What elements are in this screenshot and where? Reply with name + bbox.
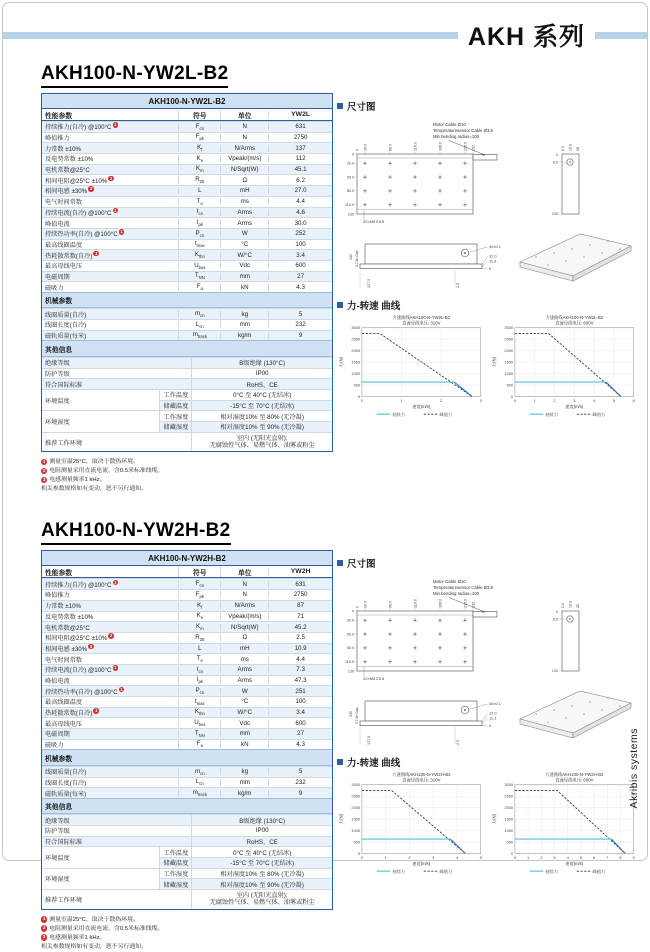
spec-table xyxy=(41,550,333,909)
footnote-marker: 1 xyxy=(114,122,117,128)
section-bullet-icon xyxy=(337,302,343,308)
svg-text:Min.bending radius=100: Min.bending radius=100 xyxy=(433,134,479,139)
sub-row: 工作湿度 相对湿度10% 至 80% (无冷凝) xyxy=(159,869,332,879)
svg-text:3000: 3000 xyxy=(504,782,514,788)
svg-text:0: 0 xyxy=(357,393,361,399)
dimension-section-label: 尺寸图 xyxy=(337,556,643,570)
spec-row: 持续热功率(自冷) @100°C 1 $P_{cn}$ W 251 xyxy=(42,685,332,696)
svg-text:1500: 1500 xyxy=(504,359,514,365)
footnote-notice: 相关参数规格如有变动，恕不另行通知。 xyxy=(41,486,148,493)
footnote-marker: 1 xyxy=(120,229,123,235)
model-section-yw2l xyxy=(41,53,647,494)
svg-text:5: 5 xyxy=(479,855,482,861)
svg-text:1000: 1000 xyxy=(351,370,361,376)
svg-text:3: 3 xyxy=(553,855,556,861)
svg-text:216.0: 216.0 xyxy=(463,599,468,609)
recommended-environment-row: 推荐工作环境 室内 (无阳光直射); 无腐蚀性气体、易燃气体、油雾或粉尘 xyxy=(42,889,332,909)
svg-text:500: 500 xyxy=(353,382,361,388)
svg-text:116.0: 116.0 xyxy=(413,142,418,151)
svg-text:40±0.1: 40±0.1 xyxy=(489,701,501,707)
svg-text:0: 0 xyxy=(510,393,514,399)
symbol-col-header: 符号 xyxy=(178,110,220,120)
svg-text:500: 500 xyxy=(353,839,361,845)
svg-text:力速曲线AKH100-N-YW2H-B2: 力速曲线AKH100-N-YW2H-B2 xyxy=(392,772,451,778)
mech-section-band: 机械参数 xyxy=(42,292,332,308)
svg-text:3: 3 xyxy=(573,398,576,404)
model-title: AKH100-N-YW2H-B2 xyxy=(41,520,231,545)
svg-text:2: 2 xyxy=(553,398,556,404)
svg-text:28: 28 xyxy=(576,604,581,609)
svg-text:7: 7 xyxy=(606,855,609,861)
svg-text:1000: 1000 xyxy=(351,828,361,834)
section-bullet-icon xyxy=(337,560,343,566)
svg-text:速度(m/s): 速度(m/s) xyxy=(412,403,431,409)
svg-text:持续力: 持续力 xyxy=(545,869,559,875)
svg-text:力(N): 力(N) xyxy=(338,814,344,825)
footnotes xyxy=(41,916,333,952)
spec-row: 相间电阻@25°C ±10% 2 $R_{25}$ Ω 6.2 xyxy=(42,174,332,185)
footnotes xyxy=(41,458,333,494)
svg-text:0.0: 0.0 xyxy=(561,603,566,609)
svg-text:50.0: 50.0 xyxy=(346,632,354,637)
footnote: 3 电感测量频率1 kHz。 xyxy=(42,476,106,484)
other-section-band: 其他信息 xyxy=(42,340,332,356)
svg-text:0: 0 xyxy=(355,606,360,609)
page-title: AKH 系列 xyxy=(467,23,585,51)
svg-text:127.5: 127.5 xyxy=(367,736,371,746)
svg-text:峰值力: 峰值力 xyxy=(592,869,606,875)
svg-text:80.0: 80.0 xyxy=(346,646,354,651)
svg-text:166.0: 166.0 xyxy=(438,599,443,609)
perf-header: 性能参数 xyxy=(45,112,73,120)
spec-table-title: AKH100-N-YW2L-B2 xyxy=(42,94,332,109)
svg-text:6: 6 xyxy=(593,855,596,861)
group-label: 环境湿度 xyxy=(45,418,70,426)
svg-text:2.5: 2.5 xyxy=(456,282,460,288)
spec-row: 磁轨质量(每米) $m_{track}$ kg/m 9 xyxy=(42,787,332,798)
spec-row: 磁吸力 $F_a$ kN 4.3 xyxy=(42,281,332,292)
dimension-section-label: 尺寸图 xyxy=(337,99,643,113)
spec-row: 峰值推力 $F_{pk}$ N 2750 xyxy=(42,589,332,600)
performance-rows xyxy=(42,121,332,292)
svg-text:0.0: 0.0 xyxy=(561,146,566,151)
svg-text:2000: 2000 xyxy=(504,348,514,354)
svg-text:80.0: 80.0 xyxy=(346,189,354,194)
spec-row: 磁轨质量(每米) $m_{track}$ kg/m 9 xyxy=(42,330,332,341)
footnote: 1 测量室温25°C，取决于散热环境。 xyxy=(42,458,139,466)
brand-side-text: Akribis systems xyxy=(628,727,640,808)
sub-row: 储藏湿度 相对湿度10% 至 90% (无冷凝) xyxy=(159,878,332,889)
svg-text:116.0: 116.0 xyxy=(413,599,418,609)
footnote: 2 电阻测量采用直流电流，含0.5米标准线缆。 xyxy=(42,467,164,475)
spec-row: 峰值电流 $I_{pk}$ Arms 47.3 xyxy=(42,675,332,686)
section-bullet-icon xyxy=(337,759,343,765)
svg-text:11.3: 11.3 xyxy=(489,258,497,264)
svg-text:直流母线电压: 310V: 直流母线电压: 310V xyxy=(402,320,441,326)
other-row: 符合国际标准 RoHS、CE xyxy=(42,836,332,847)
spec-row: 力常数 ±10% $K_f$ N/Arms 137 xyxy=(42,142,332,153)
svg-text:20.0: 20.0 xyxy=(346,618,354,623)
svg-text:232: 232 xyxy=(471,144,476,151)
svg-text:18.0: 18.0 xyxy=(568,144,573,151)
spec-row: 电机常数@25°C $K_m$ N/Sqrt(W) 45.2 xyxy=(42,621,332,632)
other-row xyxy=(42,378,332,389)
other-value: RoHS、CE xyxy=(191,379,332,389)
svg-text:0: 0 xyxy=(351,609,354,614)
svg-text:0: 0 xyxy=(513,855,516,861)
svg-text:Motor Cable Ø10: Motor Cable Ø10 xyxy=(433,579,466,585)
svg-text:力速曲线AKH100-N-YW2H-B2: 力速曲线AKH100-N-YW2H-B2 xyxy=(545,772,604,778)
other-value: B级绝缘 (130°C) xyxy=(191,358,332,368)
spec-row: 持续电流(自冷) @100°C 1 $I_{cn}$ Arms 7.3 xyxy=(42,664,332,675)
svg-text:2: 2 xyxy=(540,855,543,861)
svg-text:2.5: 2.5 xyxy=(456,740,460,746)
spec-row: 持续推力(自冷) @100°C 1 $F_{cn}$ N 631 xyxy=(42,121,332,132)
svg-text:持续力: 持续力 xyxy=(545,411,559,417)
svg-text:130: 130 xyxy=(349,711,353,718)
spec-row: 相间电感 ±30% 3 L mH 27.0 xyxy=(42,185,332,196)
svg-text:11.3: 11.3 xyxy=(489,715,497,721)
svg-text:12.0: 12.0 xyxy=(489,253,497,259)
svg-text:8: 8 xyxy=(619,855,622,861)
svg-text:1: 1 xyxy=(400,398,403,404)
dimension-diagram xyxy=(337,114,642,292)
svg-text:1500: 1500 xyxy=(351,359,361,365)
spec-row: 力常数 ±10% $K_f$ N/Arms 87 xyxy=(42,600,332,611)
footnote: 3 电感测量频率1 kHz。 xyxy=(42,934,106,941)
svg-text:速度(m/s): 速度(m/s) xyxy=(565,403,584,409)
svg-text:Temperaturesensor Cable Ø3.8: Temperaturesensor Cable Ø3.8 xyxy=(433,585,493,591)
spec-row: 线圈质量(自冷) $m_{cn}$ kg 5 xyxy=(42,308,332,319)
svg-text:4: 4 xyxy=(593,398,596,404)
svg-text:速度(m/s): 速度(m/s) xyxy=(565,861,584,867)
spec-row: 最高线圈温度 $t_{max}$ °C 100 xyxy=(42,696,332,707)
svg-text:127.5: 127.5 xyxy=(367,278,371,288)
unit-col-header: 单位 xyxy=(220,110,268,120)
svg-text:速度(m/s): 速度(m/s) xyxy=(412,861,431,867)
svg-text:166.0: 166.0 xyxy=(438,141,443,151)
footnote-marker: 1 xyxy=(120,686,123,692)
svg-text:0: 0 xyxy=(510,851,514,857)
svg-text:0: 0 xyxy=(357,851,361,857)
other-value: IP00 xyxy=(191,369,332,379)
svg-text:0: 0 xyxy=(555,610,558,615)
other-label: 防护等级 xyxy=(45,370,70,378)
spec-row: 热耗散常数(自冷) 1 $K_{thn}$ W/°C 3.4 xyxy=(42,707,332,718)
svg-text:12.0: 12.0 xyxy=(489,710,497,716)
other-label: 符合国际标准 xyxy=(45,381,83,389)
unit-col-header: 单位 xyxy=(220,567,268,577)
svg-text:Motor Cable Ø10: Motor Cable Ø10 xyxy=(433,122,466,127)
svg-text:66.0: 66.0 xyxy=(388,601,393,609)
datasheet-page xyxy=(2,2,648,950)
spec-table xyxy=(41,93,333,452)
page-content xyxy=(3,53,647,952)
svg-text:峰值力: 峰值力 xyxy=(439,869,453,875)
sub-row: 储藏温度 -15°C 至 70°C (无结冰) xyxy=(159,857,332,868)
svg-text:4: 4 xyxy=(566,855,569,861)
svg-text:130: 130 xyxy=(551,669,558,674)
svg-text:50.0: 50.0 xyxy=(346,175,354,180)
svg-text:2: 2 xyxy=(440,398,443,404)
spec-table-column-header xyxy=(42,109,332,121)
svg-text:直流母线电压: 600V: 直流母线电压: 600V xyxy=(555,778,594,784)
svg-text:峰值力: 峰值力 xyxy=(592,411,606,417)
spec-row: 持续电流(自冷) @100°C 1 $I_{cn}$ Arms 4.6 xyxy=(42,207,332,218)
svg-text:0: 0 xyxy=(489,266,492,271)
spec-row: 峰值电流 $I_{pk}$ Arms 30.0 xyxy=(42,217,332,228)
svg-text:力速曲线AKH100-N-YW2L-B2: 力速曲线AKH100-N-YW2L-B2 xyxy=(392,315,451,321)
curve-section-label: 力-转速 曲线 xyxy=(337,755,643,769)
svg-text:5: 5 xyxy=(612,398,616,404)
spec-row: 相间电阻@25°C ±10% 2 $R_{25}$ Ω 2.5 xyxy=(42,632,332,643)
footnote-marker: 1 xyxy=(114,579,117,585)
svg-text:力速曲线AKH100-N-YW2L-B2: 力速曲线AKH100-N-YW2L-B2 xyxy=(545,315,604,321)
svg-text:130: 130 xyxy=(349,253,353,260)
spec-row: 持续推力(自冷) @100°C 1 $F_{cn}$ N 631 xyxy=(42,578,332,589)
svg-text:0: 0 xyxy=(555,153,558,157)
svg-text:28: 28 xyxy=(576,147,581,151)
footnote-marker: 1 xyxy=(95,250,98,256)
header-accent-bar-left xyxy=(3,32,458,39)
svg-text:232: 232 xyxy=(471,602,476,609)
svg-text:500: 500 xyxy=(506,839,514,845)
ambient-humidity-group xyxy=(42,410,332,431)
section-bullet-icon xyxy=(337,103,343,109)
svg-text:1: 1 xyxy=(384,855,387,861)
svg-text:3: 3 xyxy=(479,398,482,404)
svg-text:216.0: 216.0 xyxy=(463,141,468,151)
svg-text:16.0: 16.0 xyxy=(363,601,368,609)
svg-text:2000: 2000 xyxy=(351,348,361,354)
svg-text:1000: 1000 xyxy=(504,828,514,834)
other-section-band: 其他信息 xyxy=(42,798,332,814)
recommended-environment-row: 推荐工作环境 室内 (无阳光直射); 无腐蚀性气体、易燃气体、油雾或粉尘 xyxy=(42,432,332,452)
svg-text:5: 5 xyxy=(579,855,583,861)
svg-text:2500: 2500 xyxy=(351,336,361,342)
svg-text:0: 0 xyxy=(513,398,516,404)
spec-row: 磁吸力 $F_a$ kN 4.3 xyxy=(42,739,332,750)
spec-row: 电磁周期 $T_{NN}$ mm 27 xyxy=(42,271,332,282)
svg-text:0: 0 xyxy=(360,398,363,404)
svg-text:持续力: 持续力 xyxy=(392,869,406,875)
value-col-header: YW2H xyxy=(268,568,332,575)
other-row: 防护等级 IP00 xyxy=(42,825,332,836)
svg-text:2500: 2500 xyxy=(351,794,361,800)
other-row: 绝缘等级 B级绝缘 (130°C) xyxy=(42,814,332,825)
footnote-marker: 1 xyxy=(114,665,117,671)
svg-text:持续力: 持续力 xyxy=(392,411,406,417)
force-speed-chart-600v xyxy=(490,770,638,880)
svg-text:1500: 1500 xyxy=(504,816,514,822)
spec-row: 线圈长度(自冷) $L_{cn}$ mm 232 xyxy=(42,319,332,330)
performance-rows xyxy=(42,578,332,749)
svg-text:直流母线电压: 600V: 直流母线电压: 600V xyxy=(555,320,594,326)
spec-row: 相间电感 ±30% 3 L mH 10.9 xyxy=(42,643,332,654)
svg-text:2500: 2500 xyxy=(504,336,514,342)
model-title: AKH100-N-YW2L-B2 xyxy=(41,63,228,88)
spec-row: 电机常数@25°C $K_m$ N/Sqrt(W) 45.1 xyxy=(42,164,332,175)
svg-text:峰值力: 峰值力 xyxy=(439,411,453,417)
svg-text:3000: 3000 xyxy=(504,325,514,331)
svg-text:1500: 1500 xyxy=(351,816,361,822)
svg-text:直流母线电压: 310V: 直流母线电压: 310V xyxy=(402,778,441,784)
value-col-header: YW2L xyxy=(268,111,332,118)
model-section-yw2h xyxy=(41,510,647,951)
svg-text:130: 130 xyxy=(347,669,354,674)
symbol-col-header: 符号 xyxy=(178,567,220,577)
other-row xyxy=(42,368,332,379)
svg-text:40±0.1: 40±0.1 xyxy=(489,244,501,249)
svg-text:20.0: 20.0 xyxy=(346,161,354,166)
svg-text:8.5: 8.5 xyxy=(552,617,558,622)
svg-text:18.0: 18.0 xyxy=(568,601,573,609)
footnote-marker: 3 xyxy=(89,643,93,649)
svg-text:2500: 2500 xyxy=(504,794,514,800)
sub-row: 工作温度 0°C 至 40°C (无结冰) xyxy=(159,390,332,400)
svg-text:20×M5↧5.5: 20×M5↧5.5 xyxy=(363,676,385,682)
svg-text:3: 3 xyxy=(432,855,435,861)
svg-text:2000: 2000 xyxy=(351,805,361,811)
footnote-marker: 1 xyxy=(95,708,98,713)
spec-row: 反电势常数 ±10% $K_e$ Vpeak/(m/s) 112 xyxy=(42,153,332,164)
other-label: 绝缘等级 xyxy=(45,360,70,368)
svg-text:2: 2 xyxy=(408,855,411,861)
spec-row: 持续热功率(自冷) @100°C 1 $P_{cn}$ W 252 xyxy=(42,228,332,239)
spec-row: 反电势常数 ±10% $K_e$ Vpeak/(m/s) 71 xyxy=(42,611,332,622)
svg-text:16.0: 16.0 xyxy=(363,143,368,151)
footnote-marker: 2 xyxy=(109,175,113,181)
footnote: 2 电阻测量采用直流电流，含0.5米标准线缆。 xyxy=(42,925,164,932)
force-speed-chart-310v xyxy=(337,770,485,880)
perf-header: 性能参数 xyxy=(45,569,73,577)
svg-text:力(N): 力(N) xyxy=(491,814,497,825)
group-label: 环境温度 xyxy=(45,397,70,405)
spec-row: 电磁周期 $T_{NN}$ mm 27 xyxy=(42,728,332,739)
svg-text:力(N): 力(N) xyxy=(491,357,497,368)
svg-text:2000: 2000 xyxy=(504,805,514,811)
svg-text:20×M5↧5.5: 20×M5↧5.5 xyxy=(363,219,385,224)
svg-text:1: 1 xyxy=(533,398,536,404)
svg-text:1: 1 xyxy=(527,855,530,861)
spec-row: 热耗散常数(自冷) 1 $K_{thn}$ W/°C 3.4 xyxy=(42,249,332,260)
header-accent-bar-right xyxy=(595,32,647,39)
mech-section-band: 机械参数 xyxy=(42,749,332,765)
mechanical-rows xyxy=(42,766,332,798)
ambient-humidity-group: 环境湿度 工作湿度 相对湿度10% 至 80% (无冷凝) 储藏湿度 相对湿度10% 至 90% (无冷凝) xyxy=(42,868,332,889)
svg-text:130: 130 xyxy=(347,212,354,217)
svg-text:0.7 Air Gap: 0.7 Air Gap xyxy=(355,250,359,267)
svg-text:4: 4 xyxy=(455,855,459,861)
sub-row: 储藏湿度 相对湿度10% 至 90% (无冷凝) xyxy=(159,421,332,432)
spec-table-column-header xyxy=(42,566,332,578)
footnote: 1 测量室温25°C，取决于散热环境。 xyxy=(42,916,139,923)
svg-text:1000: 1000 xyxy=(504,370,514,376)
footnote-notice: 相关参数规格如有变动，恕不另行通知。 xyxy=(41,943,148,950)
svg-text:110.0: 110.0 xyxy=(345,660,354,665)
svg-text:3000: 3000 xyxy=(351,782,361,788)
svg-text:130: 130 xyxy=(551,212,558,216)
svg-text:110.0: 110.0 xyxy=(345,203,354,208)
ambient-temperature-group: 环境温度 工作温度 0°C 至 40°C (无结冰) 储藏温度 -15°C 至 70°C (无结冰) xyxy=(42,846,332,867)
sub-row: 工作湿度 相对湿度10% 至 80% (无冷凝) xyxy=(159,411,332,421)
spec-row: 最高母线电压 $U_{bus}$ Vdc 600 xyxy=(42,717,332,728)
spec-table-title: AKH100-N-YW2H-B2 xyxy=(42,551,332,566)
spec-row: 线圈长度(自冷) $L_{cn}$ mm 232 xyxy=(42,777,332,788)
mechanical-rows xyxy=(42,308,332,340)
svg-text:6: 6 xyxy=(632,398,635,404)
svg-text:8.5: 8.5 xyxy=(552,160,558,165)
svg-text:Temperaturesensor Cable Ø3.8: Temperaturesensor Cable Ø3.8 xyxy=(433,128,493,133)
spec-row: 电气时间常数 $T_e$ ms 4.4 xyxy=(42,196,332,207)
svg-text:0: 0 xyxy=(351,152,354,157)
spec-row: 最高母线电压 $U_{bus}$ Vdc 600 xyxy=(42,260,332,271)
force-speed-chart-310v xyxy=(337,313,485,423)
footnote-marker: 2 xyxy=(109,633,113,639)
svg-text:力(N): 力(N) xyxy=(338,357,344,368)
svg-text:0: 0 xyxy=(360,855,363,861)
spec-row: 峰值推力 $F_{pk}$ N 2750 xyxy=(42,132,332,143)
sub-row: 储藏温度 -15°C 至 70°C (无结冰) xyxy=(159,400,332,411)
spec-row: 最高线圈温度 $t_{max}$ °C 100 xyxy=(42,239,332,250)
other-row xyxy=(42,357,332,368)
sub-row: 工作温度 0°C 至 40°C (无结冰) xyxy=(159,847,332,857)
svg-text:Min.bending radius=100: Min.bending radius=100 xyxy=(433,591,479,597)
footnote-marker: 1 xyxy=(114,207,117,213)
svg-text:0: 0 xyxy=(355,148,360,151)
ambient-temperature-group xyxy=(42,389,332,410)
dimension-diagram xyxy=(337,571,642,749)
svg-text:3000: 3000 xyxy=(351,325,361,331)
curve-section-label: 力-转速 曲线 xyxy=(337,298,643,312)
page-header xyxy=(3,3,647,53)
spec-row: 线圈质量(自冷) $m_{cn}$ kg 5 xyxy=(42,766,332,777)
svg-text:9: 9 xyxy=(632,855,635,861)
svg-text:66.0: 66.0 xyxy=(388,143,393,151)
svg-text:500: 500 xyxy=(506,382,514,388)
svg-text:0.7 Air Gap: 0.7 Air Gap xyxy=(355,707,359,725)
force-speed-chart-600v xyxy=(490,313,638,423)
spec-row: 电气时间常数 $T_e$ ms 4.4 xyxy=(42,653,332,664)
footnote-marker: 3 xyxy=(89,186,93,192)
svg-text:0: 0 xyxy=(489,723,492,729)
